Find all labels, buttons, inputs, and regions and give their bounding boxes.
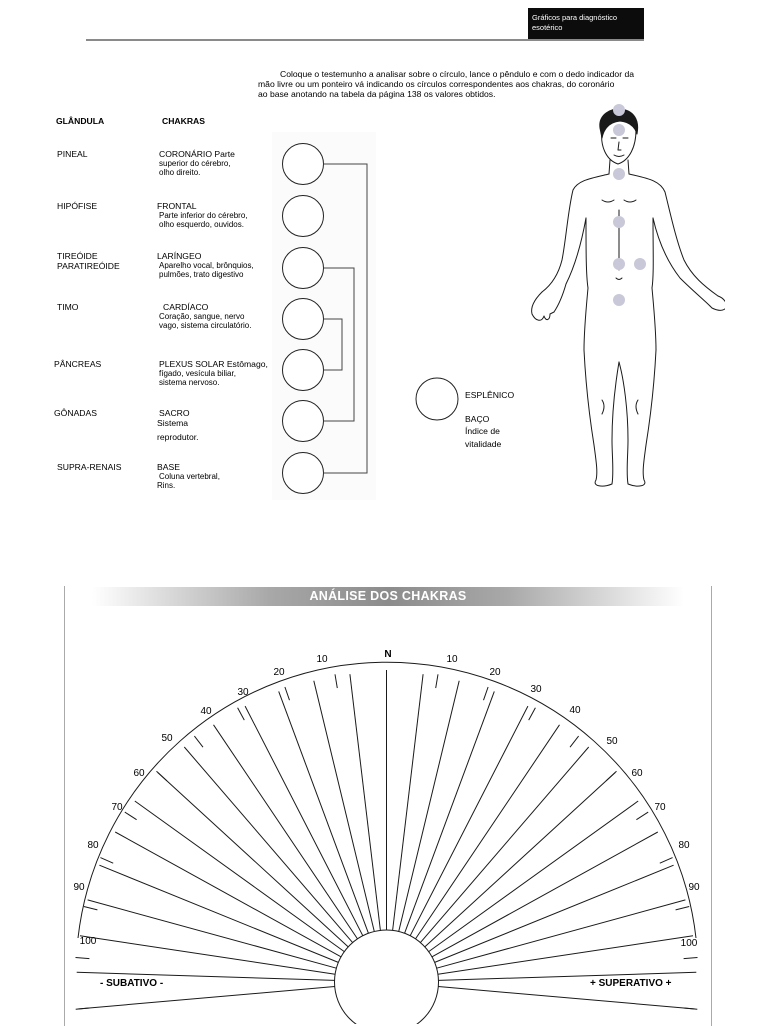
dial-tick bbox=[238, 708, 245, 720]
chakra-name: FRONTAL bbox=[157, 201, 197, 211]
dial-ray bbox=[410, 706, 528, 936]
dial-ray bbox=[438, 936, 693, 974]
dial-center-circle[interactable] bbox=[335, 930, 439, 1024]
chakras-column-heading: CHAKRAS bbox=[162, 116, 205, 126]
chakra-entry-frontal bbox=[157, 201, 248, 230]
gland-name-secondary: PARATIREÓIDE bbox=[57, 261, 120, 271]
dial-left-label-40: 40 bbox=[200, 706, 212, 717]
dial-right-label-90: 90 bbox=[688, 882, 700, 893]
gland-name: SUPRA-RENAIS bbox=[57, 462, 122, 472]
dial-right-label-10: 10 bbox=[446, 654, 458, 665]
dial-tick bbox=[570, 736, 579, 747]
dial-ray bbox=[99, 865, 338, 962]
gland-name: TIREÓIDE bbox=[57, 251, 98, 261]
dial-ray bbox=[438, 987, 695, 1010]
dial-tick bbox=[194, 736, 203, 747]
instructions-line3: ao base anotando na tabela da página 138 os valores obtidos. bbox=[258, 89, 496, 100]
dial-ray bbox=[279, 691, 369, 933]
chakra-entry-cardiaco bbox=[159, 302, 251, 331]
chakra-circle-coronario[interactable] bbox=[283, 144, 324, 185]
dial-tick bbox=[684, 958, 698, 959]
chakra-name: LARÍNGEO bbox=[157, 251, 202, 261]
dial-ray bbox=[184, 747, 352, 943]
dial-left-label-60: 60 bbox=[133, 768, 145, 779]
chakra-desc: sistema nervoso. bbox=[159, 378, 220, 388]
human-figure-illustration bbox=[520, 100, 725, 495]
gland-column-heading: GLÂNDULA bbox=[56, 116, 105, 126]
dial-ray bbox=[214, 725, 358, 939]
dial-tick bbox=[636, 812, 648, 820]
chakra-circle-plexus-solar[interactable] bbox=[283, 350, 324, 391]
chakra-circle-base[interactable] bbox=[283, 453, 324, 494]
dial-ray bbox=[429, 801, 639, 952]
header-badge-line2: esotérico bbox=[532, 22, 563, 32]
dial-right-label-40: 40 bbox=[569, 705, 581, 716]
dial-tick bbox=[285, 687, 290, 700]
dial-ray bbox=[416, 725, 560, 939]
chakra-desc: reprodutor. bbox=[157, 431, 199, 442]
header-rule bbox=[86, 39, 644, 41]
dial-ray bbox=[78, 987, 335, 1010]
dial-tick bbox=[125, 812, 137, 820]
chakra-entry-coronario bbox=[159, 149, 235, 178]
chakra-desc: vago, sistema circulatório. bbox=[159, 321, 252, 331]
chakra-name: CORONÁRIO Parte bbox=[159, 149, 235, 159]
dial-right-label-70: 70 bbox=[654, 802, 666, 813]
instructions-line2: mão livre ou um ponteiro vá indicando os círculos correspondentes aos chakras, do coronário bbox=[258, 79, 615, 90]
header-badge-line1: Gráficos para diagnóstico bbox=[532, 13, 618, 22]
dial-tick bbox=[76, 1008, 90, 1009]
dial-tick bbox=[529, 708, 536, 720]
gland-name: TIMO bbox=[57, 302, 79, 312]
dial-right-label-30: 30 bbox=[530, 684, 542, 695]
instructions-line1: Coloque o testemunho a analisar sobre o círculo, lance o pêndulo e com o dedo indicador da bbox=[280, 69, 635, 79]
spleen-circle[interactable] bbox=[414, 376, 460, 422]
dial-tick bbox=[484, 687, 489, 700]
spleen-label: ESPLÊNICO bbox=[465, 390, 515, 400]
dial-right-label-100: 100 bbox=[680, 938, 698, 949]
spleen-desc bbox=[465, 425, 501, 450]
chakra-desc: fígado, vesícula biliar, bbox=[159, 369, 236, 378]
dial-tick bbox=[84, 907, 98, 910]
chakra-desc: olho esquerdo, ouvidos. bbox=[159, 220, 244, 230]
dial-right-label-60: 60 bbox=[631, 768, 643, 779]
instructions-paragraph bbox=[258, 69, 648, 100]
chakra-desc: Sistema bbox=[157, 418, 189, 428]
dial-ray bbox=[245, 706, 363, 936]
dial-tick bbox=[676, 907, 690, 910]
dial-tick bbox=[606, 771, 616, 781]
subativo-caption: - SUBATIVO - bbox=[100, 978, 164, 989]
chakra-desc: olho direito. bbox=[159, 168, 201, 178]
dial-ray bbox=[80, 936, 335, 974]
chakra-name: SACRO bbox=[159, 408, 190, 418]
chakra-name: PLEXUS SOLAR Estômago, bbox=[159, 359, 268, 369]
dial-left-label-10: 10 bbox=[316, 654, 328, 665]
superativo-caption: + SUPERATIVO + bbox=[590, 978, 672, 989]
chakra-circle-frontal[interactable] bbox=[283, 196, 324, 237]
dial-ray bbox=[425, 773, 615, 947]
chakra-entry-laringeo bbox=[157, 251, 254, 280]
pendulum-dial bbox=[0, 610, 768, 1024]
dial-ray bbox=[420, 747, 588, 943]
chakra-entry-sacro bbox=[157, 408, 199, 445]
dial-tick bbox=[660, 858, 673, 864]
chakra-circle-sacro[interactable] bbox=[283, 401, 324, 442]
chakra-name: CARDÍACO bbox=[163, 302, 209, 312]
dial-tick bbox=[157, 771, 167, 781]
chakra-circles-diagram bbox=[270, 130, 380, 505]
chakra-desc: pulmões, trato digestivo bbox=[159, 270, 244, 280]
dial-left-label-100: 100 bbox=[79, 936, 97, 947]
gland-name: PÂNCREAS bbox=[54, 359, 102, 369]
chakra-desc: Coluna vertebral, bbox=[159, 472, 220, 481]
dial-ray bbox=[135, 801, 344, 952]
dial-left-label-50: 50 bbox=[161, 733, 173, 744]
chakra-entry-base bbox=[157, 462, 220, 491]
spleen-desc-line2: vitalidade bbox=[465, 438, 502, 449]
spleen-organ: BAÇO bbox=[465, 414, 490, 424]
chakra-circle-laringeo[interactable] bbox=[283, 248, 324, 289]
dial-right-label-20: 20 bbox=[489, 667, 501, 678]
spleen-desc-line1: Índice de bbox=[465, 426, 500, 436]
dial-title: ANÁLISE DOS CHAKRAS bbox=[92, 587, 684, 606]
body-chakra-points bbox=[613, 104, 646, 306]
dial-right-label-80: 80 bbox=[678, 840, 690, 851]
chakra-desc: Aparelho vocal, brônquios, bbox=[159, 261, 254, 270]
dial-tick bbox=[436, 674, 438, 688]
chakra-desc: Coração, sangue, nervo bbox=[159, 312, 245, 321]
chakra-name: BASE bbox=[157, 462, 180, 472]
chakra-desc: superior do cérebro, bbox=[159, 159, 231, 168]
chakra-entry-plexus-solar bbox=[159, 359, 268, 388]
dial-north-label: N bbox=[384, 649, 392, 660]
dial-left-label-30: 30 bbox=[237, 687, 249, 698]
chakra-desc: Parte inferior do cérebro, bbox=[159, 211, 248, 220]
gland-name: GÔNADAS bbox=[54, 408, 97, 418]
dial-left-label-20: 20 bbox=[273, 667, 285, 678]
chakra-circle-cardiaco[interactable] bbox=[283, 299, 324, 340]
dial-left-label-70: 70 bbox=[111, 802, 123, 813]
dial-left-label-90: 90 bbox=[73, 882, 85, 893]
gland-name: HIPÓFISE bbox=[57, 201, 98, 211]
dial-tick bbox=[76, 958, 90, 959]
gland-name: PINEAL bbox=[57, 149, 88, 159]
dial-tick bbox=[100, 858, 113, 864]
dial-tick bbox=[335, 674, 337, 688]
chakra-desc: Rins. bbox=[157, 481, 176, 491]
dial-ray bbox=[158, 773, 348, 947]
dial-right-label-50: 50 bbox=[606, 736, 618, 747]
dial-tick bbox=[683, 1008, 697, 1009]
dial-left-label-80: 80 bbox=[87, 840, 99, 851]
dial-ray bbox=[435, 865, 674, 962]
header-badge bbox=[528, 8, 644, 40]
dial-ray bbox=[405, 691, 495, 933]
